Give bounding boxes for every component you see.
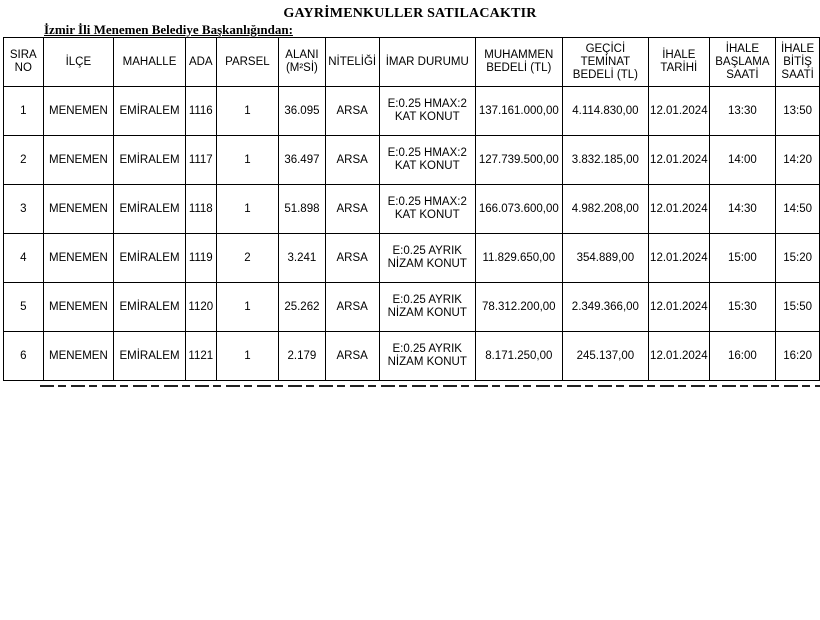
cell-ilce: MENEMEN bbox=[43, 332, 114, 381]
cell-parsel: 1 bbox=[216, 185, 278, 234]
col-header-bitis-saati: İHALE BİTİŞ SAATİ bbox=[776, 38, 820, 87]
cell-ada: 1118 bbox=[185, 185, 216, 234]
cell-ihale-tarihi: 12.01.2024 bbox=[649, 185, 710, 234]
cell-alani: 51.898 bbox=[279, 185, 326, 234]
cell-sira-no: 2 bbox=[4, 136, 44, 185]
table-row bbox=[4, 234, 820, 283]
cell-imar-durumu: E:0.25 AYRIK NİZAM KONUT bbox=[379, 332, 475, 381]
cell-niteligi: ARSA bbox=[325, 185, 379, 234]
cell-sira-no: 5 bbox=[4, 283, 44, 332]
cell-imar-durumu: E:0.25 AYRIK NİZAM KONUT bbox=[379, 283, 475, 332]
col-header-imar-durumu: İMAR DURUMU bbox=[379, 38, 475, 87]
cell-mahalle: EMİRALEM bbox=[114, 332, 186, 381]
col-header-parsel: PARSEL bbox=[216, 38, 278, 87]
cell-baslama-saati: 15:30 bbox=[709, 283, 776, 332]
cell-ilce: MENEMEN bbox=[43, 87, 114, 136]
cell-bitis-saati: 14:20 bbox=[776, 136, 820, 185]
cell-niteligi: ARSA bbox=[325, 136, 379, 185]
cell-ihale-tarihi: 12.01.2024 bbox=[649, 332, 710, 381]
cell-ilce: MENEMEN bbox=[43, 283, 114, 332]
cell-alani: 3.241 bbox=[279, 234, 326, 283]
col-header-baslama-saati: İHALE BAŞLAMA SAATİ bbox=[709, 38, 776, 87]
cell-niteligi: ARSA bbox=[325, 283, 379, 332]
cell-ada: 1116 bbox=[185, 87, 216, 136]
table-row bbox=[4, 136, 820, 185]
cell-alani: 2.179 bbox=[279, 332, 326, 381]
cell-baslama-saati: 16:00 bbox=[709, 332, 776, 381]
col-header-ihale-tarihi: İHALE TARİHİ bbox=[649, 38, 710, 87]
cell-ilce: MENEMEN bbox=[43, 136, 114, 185]
table-row bbox=[4, 185, 820, 234]
col-header-alani: ALANI (M²Sİ) bbox=[279, 38, 326, 87]
col-header-mahalle: MAHALLE bbox=[114, 38, 186, 87]
cell-mahalle: EMİRALEM bbox=[114, 234, 186, 283]
cell-bitis-saati: 15:50 bbox=[776, 283, 820, 332]
cell-ilce: MENEMEN bbox=[43, 185, 114, 234]
document-title: GAYRİMENKULLER SATILACAKTIR bbox=[283, 6, 537, 21]
cropped-text-line bbox=[40, 384, 820, 388]
cell-ilce: MENEMEN bbox=[43, 234, 114, 283]
cell-bitis-saati: 15:20 bbox=[776, 234, 820, 283]
cell-gecici-teminat: 354.889,00 bbox=[562, 234, 648, 283]
cell-mahalle: EMİRALEM bbox=[114, 87, 186, 136]
cell-gecici-teminat: 2.349.366,00 bbox=[562, 283, 648, 332]
cell-alani: 25.262 bbox=[279, 283, 326, 332]
cell-imar-durumu: E:0.25 HMAX:2 KAT KONUT bbox=[379, 87, 475, 136]
cell-mahalle: EMİRALEM bbox=[114, 283, 186, 332]
cell-imar-durumu: E:0.25 HMAX:2 KAT KONUT bbox=[379, 136, 475, 185]
col-header-niteligi: NİTELİĞİ bbox=[325, 38, 379, 87]
cell-bitis-saati: 14:50 bbox=[776, 185, 820, 234]
cell-muhammen-bedeli: 8.171.250,00 bbox=[475, 332, 562, 381]
table-header-row bbox=[4, 38, 820, 87]
cell-gecici-teminat: 4.982.208,00 bbox=[562, 185, 648, 234]
cell-baslama-saati: 13:30 bbox=[709, 87, 776, 136]
cell-imar-durumu: E:0.25 AYRIK NİZAM KONUT bbox=[379, 234, 475, 283]
cell-niteligi: ARSA bbox=[325, 87, 379, 136]
cell-gecici-teminat: 245.137,00 bbox=[562, 332, 648, 381]
col-header-gecici-teminat: GEÇİCİ TEMİNAT BEDELİ (TL) bbox=[562, 38, 648, 87]
cell-ada: 1121 bbox=[185, 332, 216, 381]
cell-parsel: 1 bbox=[216, 87, 278, 136]
cell-parsel: 1 bbox=[216, 332, 278, 381]
cell-sira-no: 3 bbox=[4, 185, 44, 234]
table-row bbox=[4, 87, 820, 136]
cell-ada: 1120 bbox=[185, 283, 216, 332]
cell-parsel: 1 bbox=[216, 136, 278, 185]
cell-muhammen-bedeli: 11.829.650,00 bbox=[475, 234, 562, 283]
cell-muhammen-bedeli: 166.073.600,00 bbox=[475, 185, 562, 234]
cell-ihale-tarihi: 12.01.2024 bbox=[649, 234, 710, 283]
cell-gecici-teminat: 3.832.185,00 bbox=[562, 136, 648, 185]
cell-muhammen-bedeli: 137.161.000,00 bbox=[475, 87, 562, 136]
table-row bbox=[4, 332, 820, 381]
cell-baslama-saati: 15:00 bbox=[709, 234, 776, 283]
cell-muhammen-bedeli: 78.312.200,00 bbox=[475, 283, 562, 332]
cell-mahalle: EMİRALEM bbox=[114, 136, 186, 185]
cell-gecici-teminat: 4.114.830,00 bbox=[562, 87, 648, 136]
cell-alani: 36.095 bbox=[279, 87, 326, 136]
cell-niteligi: ARSA bbox=[325, 234, 379, 283]
cell-ihale-tarihi: 12.01.2024 bbox=[649, 87, 710, 136]
cell-bitis-saati: 16:20 bbox=[776, 332, 820, 381]
col-header-sira-no: SIRA NO bbox=[4, 38, 44, 87]
cell-parsel: 2 bbox=[216, 234, 278, 283]
cell-baslama-saati: 14:30 bbox=[709, 185, 776, 234]
cell-baslama-saati: 14:00 bbox=[709, 136, 776, 185]
property-table bbox=[3, 37, 820, 381]
cell-ada: 1119 bbox=[185, 234, 216, 283]
cell-niteligi: ARSA bbox=[325, 332, 379, 381]
col-header-muhammen-bedeli: MUHAMMEN BEDELİ (TL) bbox=[475, 38, 562, 87]
cell-sira-no: 6 bbox=[4, 332, 44, 381]
cell-parsel: 1 bbox=[216, 283, 278, 332]
col-header-ada: ADA bbox=[185, 38, 216, 87]
table-row bbox=[4, 283, 820, 332]
cell-muhammen-bedeli: 127.739.500,00 bbox=[475, 136, 562, 185]
cell-ada: 1117 bbox=[185, 136, 216, 185]
cell-ihale-tarihi: 12.01.2024 bbox=[649, 283, 710, 332]
cell-bitis-saati: 13:50 bbox=[776, 87, 820, 136]
cell-imar-durumu: E:0.25 HMAX:2 KAT KONUT bbox=[379, 185, 475, 234]
cell-sira-no: 4 bbox=[4, 234, 44, 283]
cell-mahalle: EMİRALEM bbox=[114, 185, 186, 234]
col-header-ilce: İLÇE bbox=[43, 38, 114, 87]
cell-ihale-tarihi: 12.01.2024 bbox=[649, 136, 710, 185]
cell-sira-no: 1 bbox=[4, 87, 44, 136]
cell-alani: 36.497 bbox=[279, 136, 326, 185]
document-subtitle: İzmir İli Menemen Belediye Başkanlığından: bbox=[44, 22, 293, 37]
